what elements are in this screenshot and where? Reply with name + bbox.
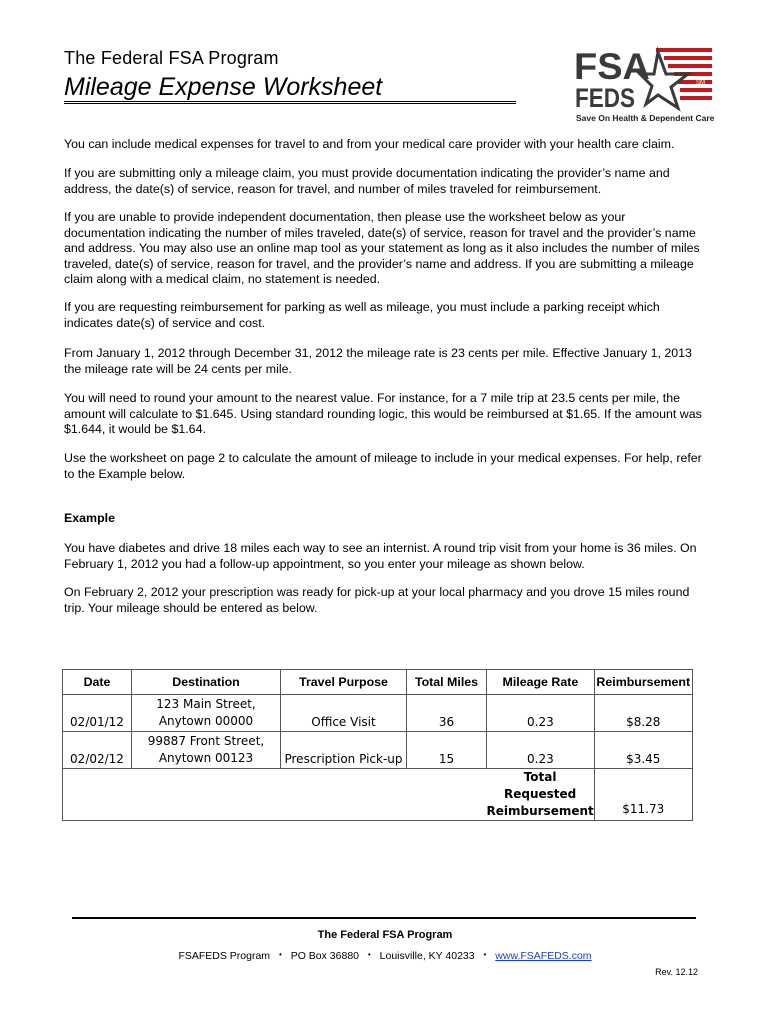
paragraph-3: If you are unable to provide independent documentation, then please use the worksheet below as your documentation indicating the number of miles traveled, date(s) of service, reason for travel and the provider’s name and address. You may also use an online map tool as your statement as long as it also includes the number of miles traveled, date(s) of service, reason for travel, and the provider’s name and address. If you are submitting a mileage claim along with a medical claim, no statement is needed.	[64, 210, 700, 287]
total-label-line-1: Total Requested	[503, 770, 577, 801]
cell-miles: 15	[407, 732, 487, 769]
example-heading: Example	[64, 511, 115, 525]
logo-feds-text: FEDS	[575, 83, 635, 113]
logo-fsa-text: FSA	[574, 46, 650, 87]
program-title: The Federal FSA Program	[64, 48, 279, 68]
header-mileage-rate: Mileage Rate	[487, 670, 595, 695]
footer-bullet: •	[483, 950, 487, 959]
worksheet-title: Mileage Expense Worksheet	[64, 73, 383, 101]
footer-website-link[interactable]: www.FSAFEDS.com	[495, 950, 592, 962]
cell-destination	[132, 732, 281, 769]
footer-divider	[72, 917, 696, 919]
footer-city: Louisville, KY 40233	[379, 950, 475, 962]
footer-title: The Federal FSA Program	[317, 929, 453, 941]
cell-date: 02/01/12	[63, 695, 132, 732]
footer-address	[0, 950, 770, 962]
destination-line-2: Anytown 00000	[158, 714, 254, 728]
logo-sm-mark: SM	[696, 80, 705, 86]
cell-purpose: Prescription Pick-up	[281, 732, 407, 769]
example-paragraph-1: You have diabetes and drive 18 miles each way to see an internist. A round trip visit from your home is 36 miles. On February 1, 2012 you had a follow-up appointment, so you enter your mileage as shown below.	[64, 541, 697, 571]
total-value: $11.73	[594, 769, 692, 821]
header-total-miles: Total Miles	[407, 670, 487, 695]
cell-rate: 0.23	[487, 695, 595, 732]
table-row	[63, 695, 693, 732]
logo-tagline: Save On Health & Dependent Care	[576, 113, 715, 123]
header-date: Date	[63, 670, 132, 695]
cell-reimbursement: $3.45	[594, 732, 692, 769]
paragraph-2: If you are submitting only a mileage claim, you must provide documentation indicating the provider’s name and address, the date(s) of service, reason for travel, and number of miles traveled for reimbursement.	[64, 166, 670, 196]
cell-reimbursement: $8.28	[594, 695, 692, 732]
table-row	[63, 732, 693, 769]
example-paragraph-2: On February 2, 2012 your prescription was ready for pick-up at your local pharmacy and you drove 15 miles round trip. Your mileage should be entered as below.	[64, 585, 690, 615]
paragraph-7: Use the worksheet on page 2 to calculate the amount of mileage to include in your medical expenses. For help, refer to the Example below.	[64, 451, 702, 481]
example-table	[62, 669, 693, 821]
table-total-row	[63, 769, 693, 821]
header-destination: Destination	[132, 670, 281, 695]
cell-miles: 36	[407, 695, 487, 732]
destination-line-1: 123 Main Street,	[156, 697, 256, 711]
cell-destination	[132, 695, 281, 732]
paragraph-5: From January 1, 2012 through December 31, 2012 the mileage rate is 23 cents per mile. Effective January 1, 2013 the mileage rate will be 24 cents per mile.	[64, 346, 692, 376]
cell-rate: 0.23	[487, 732, 595, 769]
destination-line-1: 99887 Front Street,	[147, 734, 265, 748]
cell-date: 02/02/12	[63, 732, 132, 769]
footer-bullet: •	[278, 950, 282, 959]
cell-purpose: Office Visit	[281, 695, 407, 732]
paragraph-6: You will need to round your amount to the nearest value. For instance, for a 7 mile trip at 23.5 cents per mile, the amount will calculate to $1.645. Using standard rounding logic, this would be reimbursed at $1.65. If the amount was $1.644, it would be $1.64.	[64, 391, 702, 437]
paragraph-1: You can include medical expenses for travel to and from your medical care provider with your health care claim.	[64, 137, 675, 151]
header-travel-purpose: Travel Purpose	[281, 670, 407, 695]
paragraph-4: If you are requesting reimbursement for parking as well as mileage, you must include a parking receipt which indicates date(s) of service and cost.	[64, 300, 660, 330]
header-reimbursement: Reimbursement	[594, 670, 692, 695]
table-header-row	[63, 670, 693, 695]
footer-po-box: PO Box 36880	[290, 950, 359, 962]
title-underline	[64, 101, 516, 104]
total-label-line-2: Reimbursement	[486, 804, 594, 818]
revision-label: Rev. 12.12	[655, 967, 698, 977]
total-spacer	[63, 769, 487, 821]
footer-bullet: •	[367, 950, 371, 959]
footer-org: FSAFEDS Program	[178, 950, 271, 962]
destination-line-2: Anytown 00123	[158, 751, 254, 765]
total-label	[487, 769, 595, 821]
